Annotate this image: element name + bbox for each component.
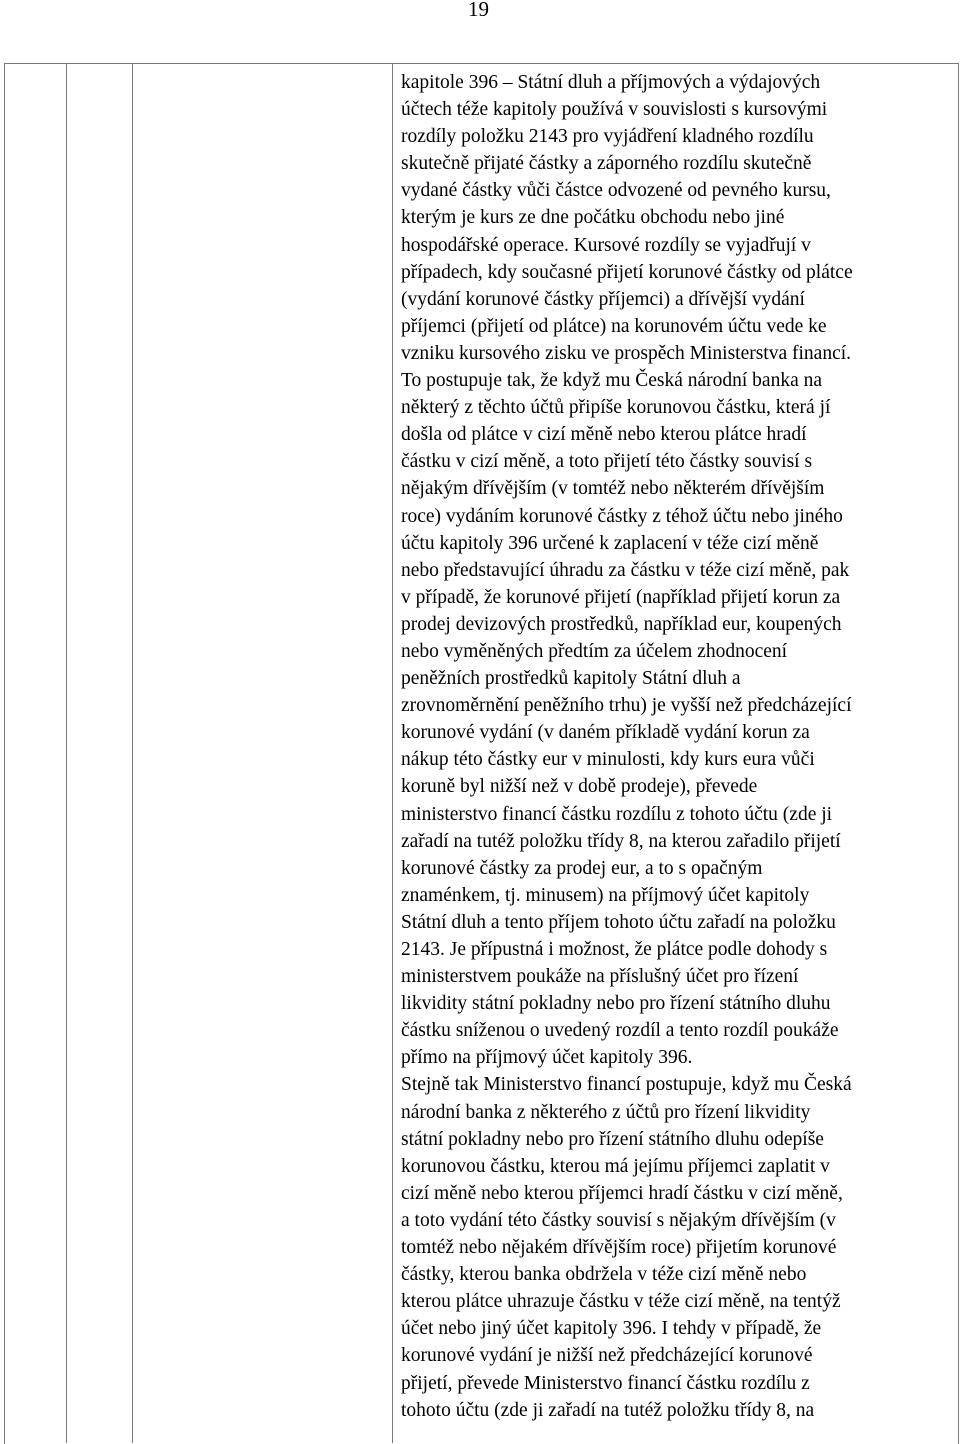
text-line: a toto vydání této částky souvisí s nějakým dřívějším (v [401,1209,836,1231]
text-line: prodej devizových prostředků, například eur, koupených [401,613,842,635]
text-line: To postupuje tak, že když mu Česká národní banka na [401,370,823,392]
text-line: ministerstvem poukáže na příslušný účet pro řízení [401,966,799,988]
text-line: tomtéž nebo nějakém dřívějším roce) přijetím korunové [401,1237,837,1259]
text-line: 2143. Je přípustná i možnost, že plátce podle dohody s [401,939,828,960]
text-line: příjemci (přijetí od plátce) na korunovém účtu vede ke [401,315,827,337]
text-line: vydané částky vůči částce odvozené od pevného kursu, [401,180,831,202]
column-divider [132,63,133,1443]
text-line: nebo vyměněných předtím za účelem zhodnocení [401,640,788,662]
text-line: částku v cizí měně, a toto přijetí této částky souvisí s [401,451,813,473]
text-line: likvidity státní pokladny nebo pro řízení státního dluhu [401,993,831,1015]
text-line: zrovnoměrnění peněžního trhu) je vyšší než předcházející [401,695,852,717]
text-line: státní pokladny nebo pro řízení státního dluhu odepíše [401,1128,824,1150]
text-line: peněžních prostředků kapitoly Státní dluh a [401,668,741,690]
text-line: tohoto účtu (zde ji zařadí na tutéž položku třídy 8, na [401,1399,815,1421]
text-line: kterou plátce uhrazuje částku v téže cizí měně, na tentýž [401,1291,841,1313]
text-line: hospodářské operace. Kursové rozdíly se vyjadřují v [401,234,811,256]
column-divider [66,63,67,1443]
text-line: nákup této částky eur v minulosti, kdy kurs eura vůči [401,749,815,771]
text-line: ministerstvo financí částku rozdílu z tohoto účtu (zde ji [401,803,833,825]
text-line: národní banka z některého z účtů pro řízení likvidity [401,1101,811,1123]
text-line: účtech téže kapitoly používá v souvislosti s kursovými [401,99,828,121]
text-line: některý z těchto účtů připíše korunovou částku, která jí [401,397,831,419]
body-text-cell [401,69,953,1424]
text-line: částku sníženou o uvedený rozdíl a tento rozdíl poukáže [401,1020,839,1042]
text-line: kterým je kurs ze dne počátku obchodu nebo jiné [401,207,785,229]
text-line: účtu kapitoly 396 určené k zaplacení v téže cizí měně [401,532,819,554]
text-line: korunové vydání (v daném příkladě vydání korun za [401,722,810,744]
text-line: korunové částky za prodej eur, a to s opačným [401,857,763,879]
text-line: korunovou částku, kterou má jejímu příjemci zaplatit v [401,1155,830,1177]
text-line: případech, kdy současné přijetí korunové částky od plátce [401,261,853,283]
text-line: nebo představující úhradu za částku v téže cizí měně, pak [401,559,850,581]
text-line: korunové vydání je nižší než předcházející korunové [401,1345,813,1367]
text-line: cizí měně nebo kterou příjemci hradí částku v cizí měně, [401,1182,843,1204]
text-line: nějakým dřívějším (v tomtéž nebo některém dřívějším [401,478,825,500]
text-line: částky, kterou banka obdržela v téže cizí měně nebo [401,1264,807,1286]
text-line: (vydání korunové částky příjemci) a dřívější vydání [401,288,805,310]
text-line: přímo na příjmový účet kapitoly 396. [401,1047,693,1069]
text-line: zařadí na tutéž položku třídy 8, na kterou zařadilo přijetí [401,830,841,852]
page-number: 19 [468,0,489,21]
text-line: v případě, že korunové přijetí (například přijetí korun za [401,586,841,608]
text-line: přijetí, převede Ministerstvo financí částku rozdílu z [401,1372,810,1394]
text-line: skutečně přijaté částky a záporného rozdílu skutečně [401,153,812,175]
text-line: znaménkem, tj. minusem) na příjmový účet kapitoly [401,884,810,906]
column-divider [392,63,393,1443]
text-line: účet nebo jiný účet kapitoly 396. I tehdy v případě, že [401,1318,822,1340]
text-line: koruně byl nižší než v době prodeje), převede [401,776,758,798]
text-line: vzniku kursového zisku ve prospěch Ministerstva financí. [401,342,852,364]
text-line: došla od plátce v cizí měně nebo kterou plátce hradí [401,424,807,446]
text-line: kapitole 396 – Státní dluh a příjmových a výdajových [401,72,821,93]
text-line: Stejně tak Ministerstvo financí postupuje, když mu Česká [401,1074,852,1096]
text-line: rozdíly položku 2143 pro vyjádření kladného rozdílu [401,126,814,148]
text-line: Státní dluh a tento příjem tohoto účtu zařadí na položku [401,911,836,933]
text-line: roce) vydáním korunové částky z téhož účtu nebo jiného [401,505,843,527]
